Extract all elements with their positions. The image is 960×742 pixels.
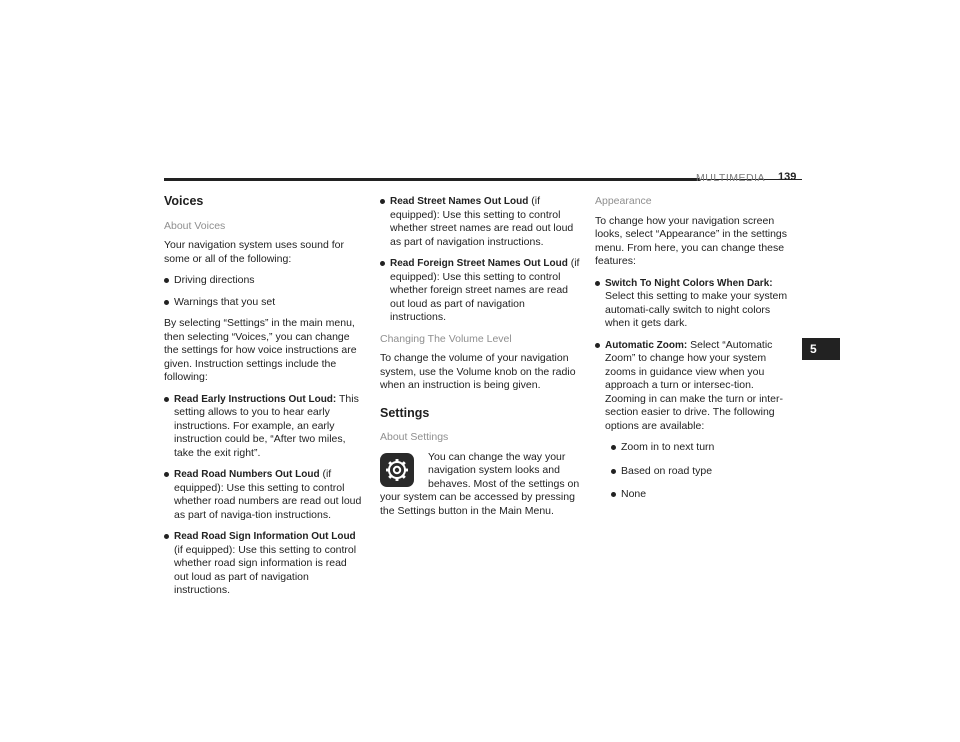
list-item-driving-directions: Driving directions — [164, 274, 364, 288]
settings-gear-icon — [380, 453, 414, 487]
list-item-read-early-instructions — [164, 393, 364, 461]
gear-icon-graphic — [384, 457, 410, 483]
about-settings-text: You can change the way your navigation system looks and behaves. Most of the settings on your system can be accessed by pressing the Settings button in the Main Menu. — [380, 450, 580, 517]
term-read-street-names: Read Street Names Out Loud — [390, 196, 529, 207]
voices-settings-text: By selecting “Settings” in the main menu, then selecting “Voices,” you can change the settings for how voice instructions are given. Instruction settings include the following: — [164, 317, 357, 383]
appearance-intro: To change how your navigation screen looks, select “Appearance” in the settings menu. From here, you can change these features: — [595, 214, 788, 267]
list-item-zoom-road-type: Based on road type — [611, 465, 795, 479]
term-read-road-sign-information: Read Road Sign Information Out Loud — [174, 531, 356, 542]
list-item-automatic-zoom — [595, 339, 795, 434]
list-item-night-colors — [595, 277, 795, 331]
term-read-road-numbers: Read Road Numbers Out Loud — [174, 469, 320, 480]
voices-title: Voices — [164, 194, 204, 208]
about-settings-block — [380, 451, 580, 519]
list-item-read-street-names — [380, 195, 580, 249]
text-night-colors: Select this setting to make your system automati-cally switch to night colors when it gets dark. — [605, 290, 788, 329]
settings-title: Settings — [380, 405, 430, 420]
about-voices-heading: About Voices — [164, 219, 226, 232]
list-item-warnings: Warnings that you set — [164, 296, 364, 310]
appearance-heading: Appearance — [595, 195, 652, 207]
text-automatic-zoom: Select “Automatic Zoom” to change how your system zooms in guidance view when you approach a turn or intersec-tion. Zooming in can make the turn or inter-section easier to drive. The following options are available: — [605, 338, 783, 432]
volume-text: To change the volume of your navigation system, use the Volume knob on the radio when an instruction is being given. — [380, 352, 576, 391]
list-item-zoom-next-turn: Zoom in to next turn — [611, 441, 795, 455]
chapter-tab: 5 — [802, 338, 840, 360]
term-night-colors: Switch To Night Colors When Dark: — [605, 277, 773, 289]
volume-heading: Changing The Volume Level — [380, 332, 512, 345]
page-number: 139 — [778, 171, 797, 183]
text-read-early-instructions: This setting allows to you to hear early instructions. For example, an early instruction could be, “After two miles, take the exit right”. — [174, 392, 359, 459]
column-left — [164, 195, 364, 606]
header-rule — [164, 178, 700, 181]
running-head: MULTIMEDIA — [696, 172, 765, 184]
text-read-road-sign-information: (if equipped): Use this setting to control whether road sign information is read out loud as part of navigation instructions. — [174, 543, 357, 596]
list-item-read-road-numbers — [164, 468, 364, 522]
column-middle — [380, 195, 580, 526]
term-read-foreign-street-names: Read Foreign Street Names Out Loud — [390, 258, 568, 269]
list-item-read-foreign-street-names — [380, 257, 580, 325]
term-automatic-zoom: Automatic Zoom: — [605, 339, 688, 351]
text-read-road-numbers: (if equipped): Use this setting to control whether road numbers are read out loud as part of naviga-tion instructions. — [174, 468, 362, 521]
voices-intro: Your navigation system uses sound for some or all of the following: — [164, 239, 344, 265]
text-read-foreign-street-names: (if equipped): Use this setting to control whether foreign street names are read out loud as part of navigation instructions. — [390, 257, 580, 323]
about-settings-heading: About Settings — [380, 431, 449, 443]
term-read-early-instructions: Read Early Instructions Out Loud: — [174, 393, 337, 405]
list-item-zoom-none: None — [611, 488, 795, 502]
text-read-street-names: (if equipped): Use this setting to control whether street names are read out loud as part of navigation instructions. — [390, 195, 574, 248]
column-right — [595, 195, 795, 512]
list-item-read-road-sign-information — [164, 530, 364, 598]
